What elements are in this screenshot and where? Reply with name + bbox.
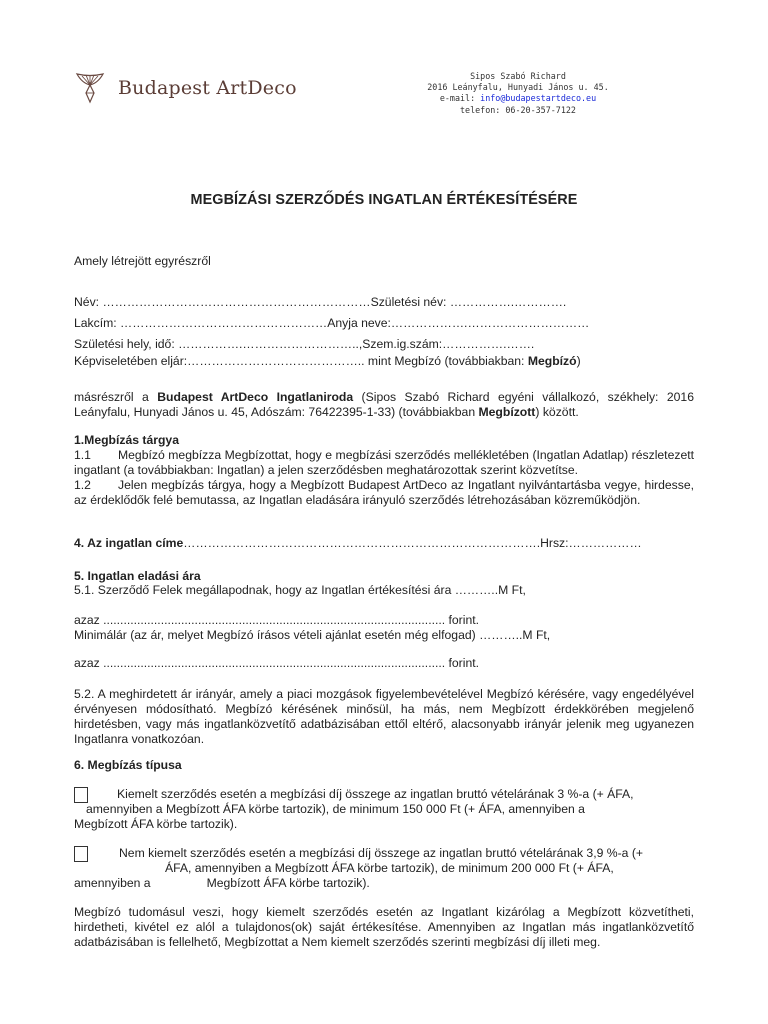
contact-phone: telefon: 06-20-357-7122 [460, 104, 576, 115]
address-field-line: Lakcím: ……………………………………………Anyja neve:……………….………………………… [74, 316, 590, 330]
minimum-price-in-words-line: azaz ..................................................................................................... forint. [74, 656, 479, 670]
rep-text: Képviseletében eljár:…………………………………….. mint Megbízó (továbbiakban: [74, 354, 528, 368]
section-4-heading: 4. Az ingatlan címe [74, 536, 184, 550]
section-1-heading: 1.Megbízás tárgya [74, 433, 179, 447]
paragraph-1-1 [74, 448, 694, 478]
agency-name: Budapest ArtDeco Ingatlaniroda [157, 390, 354, 404]
option-2-line-1: Nem kiemelt szerződés esetén a megbízási díj összege az ingatlan bruttó vételárának 3,9 %-a (+ [119, 846, 643, 860]
name-field-line: Név: …………………………………………………………Születési név: …………….…………. [74, 295, 567, 309]
section-5-heading: 5. Ingatlan eladási ára [74, 569, 201, 583]
option-1-line-2: amennyiben a Megbízott ÁFA körbe tartozik), de minimum 150 000 Ft (+ ÁFA, amennyiben a [86, 802, 585, 816]
property-address-dots: …………………………………………………………………………….Hrsz:……………… [183, 536, 642, 550]
contact-email-line [408, 93, 628, 104]
email-link[interactable]: info@budapestartdeco.eu [480, 93, 597, 104]
section-4-line [74, 536, 642, 550]
option-2-line-2-text: ÁFA, amennyiben a Megbízott ÁFA körbe tartozik), de minimum 200 000 Ft (+ ÁFA, [165, 861, 614, 875]
contact-address: 2016 Leányfalu, Hunyadi János u. 45. [427, 82, 609, 93]
price-in-words-line: azaz ..................................................................................................... forint. [74, 613, 479, 627]
rep-close: ) [576, 354, 581, 368]
option-1-line-3: Megbízott ÁFA körbe tartozik). [74, 817, 238, 831]
birth-field-line: Születési hely, idő: …………….………………………..,Szem.ig.szám:…………….……. [74, 337, 535, 351]
paragraph-1-1-number: 1.1 [74, 448, 91, 462]
paragraph-1-2 [74, 478, 694, 508]
other-party-paragraph [74, 390, 694, 420]
document-title: MEGBÍZÁSI SZERZŐDÉS INGATLAN ÉRTÉKESÍTÉSÉRE [190, 192, 578, 208]
contact-block [408, 71, 628, 116]
option-2-line-3-end: Megbízott ÁFA körbe tartozik). [206, 876, 370, 890]
other-party-intro: másrészről a [74, 390, 158, 404]
option-2-line-3 [74, 876, 370, 890]
section-6-heading: 6. Megbízás típusa [74, 758, 182, 772]
paragraph-1-2-number: 1.2 [74, 478, 91, 492]
agency-details: (Sipos Szabó Richard egyéni vállalkozó, székhely: 2016 Leányfalu, Hunyadi János u. 45, Adószám: 76422395-1-33) (továbbiakban [74, 390, 694, 419]
other-party-close: ) között. [535, 405, 579, 419]
option-1-line-1: Kiemelt szerződés esetén a megbízási díj összege az ingatlan bruttó vételárának 3 %-a (+ ÁFA, [117, 787, 634, 801]
agent-role: Megbízott [478, 405, 536, 419]
intro-text: Amely létrejött egyrészről [74, 254, 211, 268]
email-label: e-mail: [439, 93, 481, 104]
option-2-line-3-start: amennyiben a [74, 876, 151, 890]
artdeco-fan-logo-icon [74, 71, 106, 105]
standard-contract-checkbox[interactable] [74, 846, 88, 862]
rep-role: Megbízó [527, 354, 577, 368]
option-2-line-2 [165, 861, 694, 876]
header-logo [74, 71, 297, 105]
minimum-price-line: Minimálár (az ár, melyet Megbízó írásos vételi ajánlat esetén még elfogad) ………..M Ft, [74, 628, 551, 642]
highlighted-contract-checkbox[interactable] [74, 787, 88, 803]
closing-paragraph: Megbízó tudomásul veszi, hogy kiemelt szerződés esetén az Ingatlant kizárólag a Megbízott közvetítheti, hirdetheti, kivétel ez alól a tulajdonos(ok) saját értékesítése. Amennyiben az Ingatlan más ingatlanközvetítő adatbázisában is fellelhető, Megbízottat a Nem kiemelt szerződés szerinti megbízási díj illeti meg. [74, 905, 694, 949]
paragraph-1-2-text: Jelen megbízás tárgya, hogy a Megbízott Budapest ArtDeco az Ingatlant nyilvántartásba vegye, hirdesse, az érdeklődők felé bemutassa, az Ingatlan eladására irányuló szerződés létrehozásában közreműködjön. [74, 478, 694, 507]
representative-line [74, 354, 581, 368]
brand-name: Budapest ArtDeco [118, 77, 297, 99]
paragraph-5-1: 5.1. Szerződő Felek megállapodnak, hogy az Ingatlan értékesítési ára ………..M Ft, [74, 583, 526, 597]
paragraph-1-1-text: Megbízó megbízza Megbízottat, hogy e megbízási szerződés mellékletében (Ingatlan Adatlap) részletezett ingatlant (a továbbiakban: Ingatlan) a jelen szerződésben meghatározottak szerint közvetítse. [74, 448, 694, 477]
contact-name: Sipos Szabó Richard [470, 71, 566, 81]
paragraph-5-2: 5.2. A meghirdetett ár irányár, amely a piaci mozgások figyelembevételével Megbízó kérésére, vagy engedélyével érvényesen módosítható. Megbízó kérésének minősül, ha más, nem Megbízott érdekkörében megjelenő hirdetésben, vagy más ingatlanközvetítő adatbázisában ettől eltérő, alacsonyabb irányár jelenik meg ugyanezen Ingatlanra vonatkozóan. [74, 687, 694, 746]
